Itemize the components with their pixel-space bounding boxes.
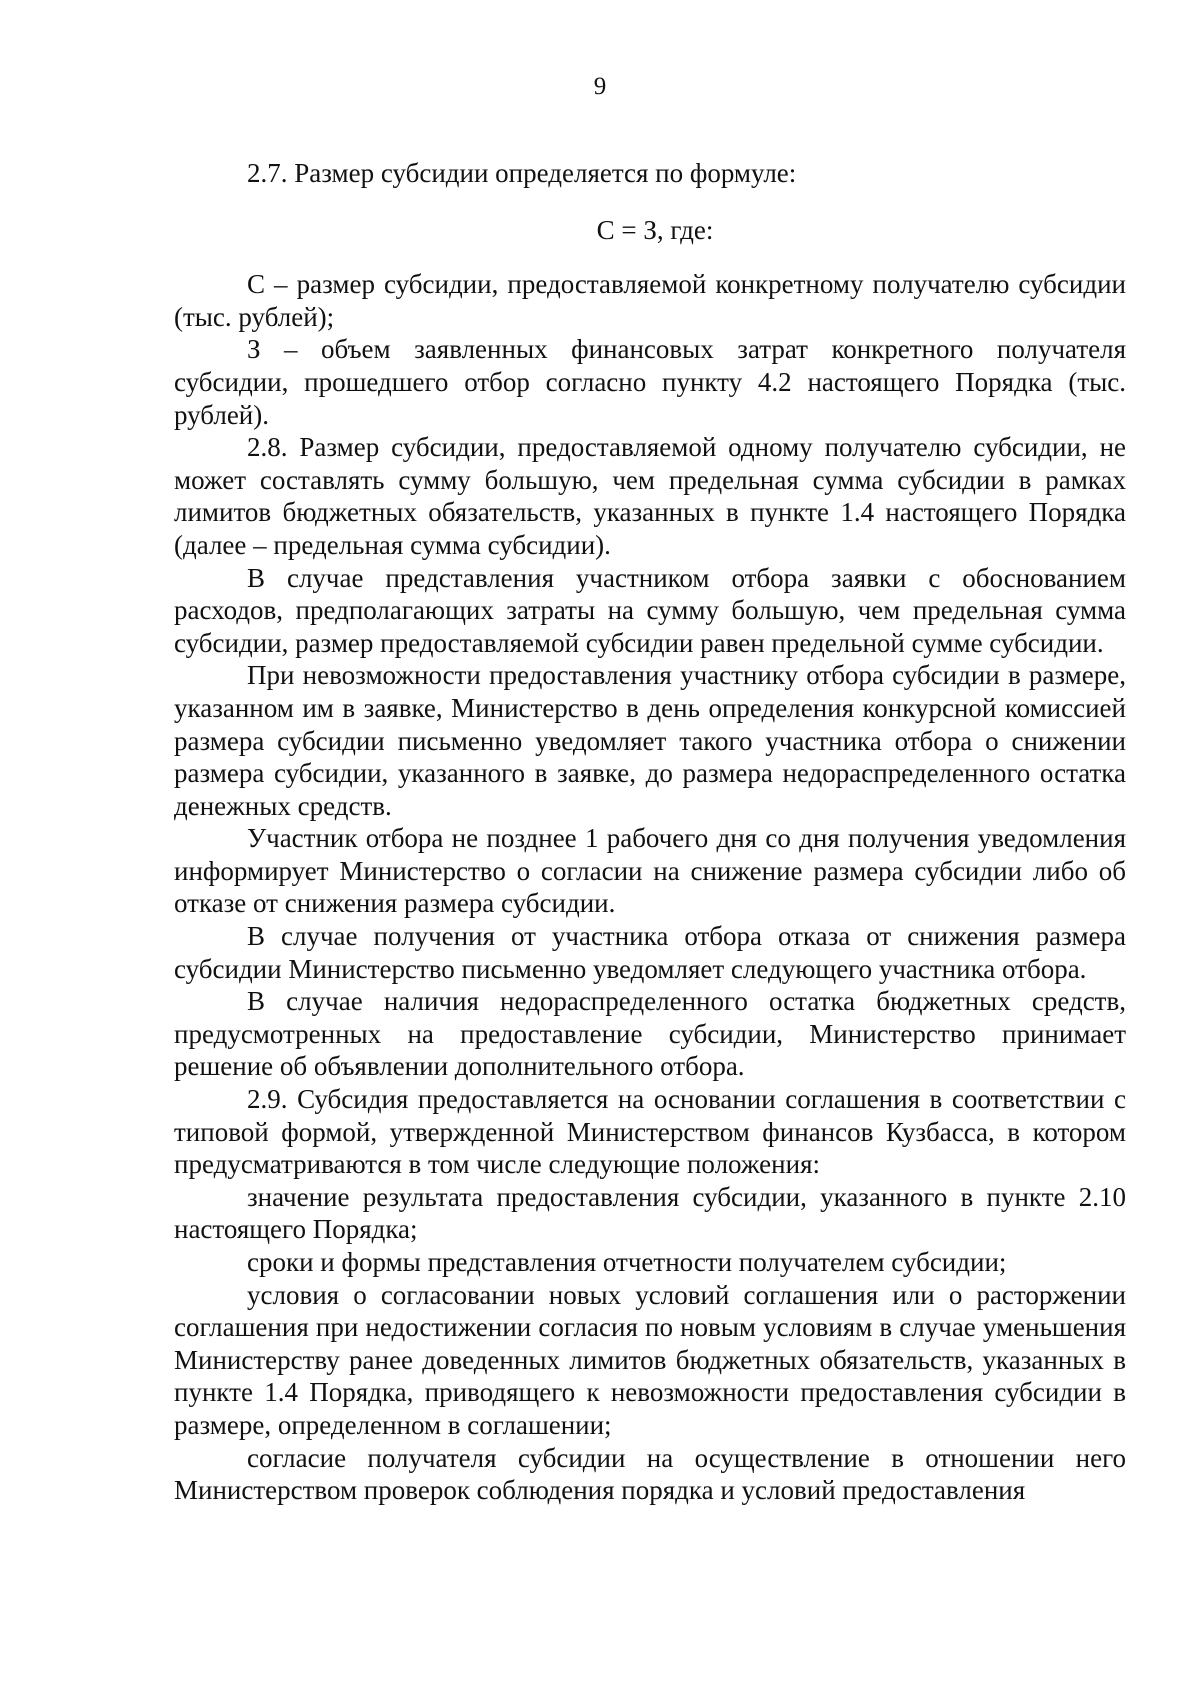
definition-z: З – объем заявленных финансовых затрат конкретного получателя субсидии, прошедшего отбор согласно пункту 4.2 настоящего Порядка (тыс. рублей). bbox=[174, 334, 1126, 430]
provision-reporting: сроки и формы представления отчетности получателем субсидии; bbox=[247, 1247, 1007, 1277]
provision-result-value: значение результата предоставления субсидии, указанного в пункте 2.10 настоящего Порядка; bbox=[174, 1181, 1126, 1245]
document-body bbox=[174, 157, 1126, 1507]
paragraph-remaining-funds: В случае наличия недораспределенного остатка бюджетных средств, предусмотренных на предоставление субсидии, Министерство принимает решение об объявлении дополнительного отбора. bbox=[174, 986, 1126, 1082]
paragraph-2-8: 2.8. Размер субсидии, предоставляемой одному получателю субсидии, не может составлять сумму большую, чем предельная сумма субсидии в рамках лимитов бюджетных обязательств, указанных в пункте 1.4 настоящего Порядка (далее – предельная сумма субсидии). bbox=[174, 432, 1126, 560]
paragraph-2-9: 2.9. Субсидия предоставляется на основании соглашения в соответствии с типовой формой, утвержденной Министерством финансов Кузбасса, в котором предусматриваются в том числе следующие положения: bbox=[174, 1084, 1126, 1180]
paragraph-refusal: В случае получения от участника отбора отказа от снижения размера субсидии Министерство письменно уведомляет следующего участника отбора. bbox=[174, 921, 1126, 984]
provision-consent-checks: согласие получателя субсидии на осуществление в отношении него Министерством проверок соблюдения порядка и условий предоставления bbox=[174, 1442, 1126, 1506]
provision-new-conditions: условия о согласовании новых условий соглашения или о расторжении соглашения при недостижении согласия по новым условиям в случае уменьшения Министерству ранее доведенных лимитов бюджетных обязательств, указанных в пункте 1.4 Порядка, приводящего к невозможности предоставления субсидии в размере, определенном в соглашении; bbox=[174, 1279, 1126, 1440]
paragraph-application-excess: В случае представления участником отбора заявки с обоснованием расходов, предполагающих затраты на сумму большую, чем предельная сумма субсидии, размер предоставляемой субсидии равен предельной сумме субсидии. bbox=[174, 562, 1126, 658]
formula: С = З, где: bbox=[596, 214, 714, 245]
definition-c: С – размер субсидии, предоставляемой конкретному получателю субсидии (тыс. рублей); bbox=[174, 269, 1126, 332]
paragraph-participant-consent: Участник отбора не позднее 1 рабочего дня со дня получения уведомления информирует Министерство о согласии на снижение размера субсидии либо об отказе от снижения размера субсидии. bbox=[174, 823, 1126, 919]
paragraph-2-7: 2.7. Размер субсидии определяется по формуле: bbox=[247, 158, 797, 188]
paragraph-impossibility: При невозможности предоставления участнику отбора субсидии в размере, указанном им в заявке, Министерство в день определения конкурсной комиссией размера субсидии письменно уведомляет такого участника отбора о снижении размера субсидии, указанного в заявке, до размера недораспределенного остатка денежных средств. bbox=[174, 660, 1126, 821]
page-number: 9 bbox=[593, 73, 607, 100]
